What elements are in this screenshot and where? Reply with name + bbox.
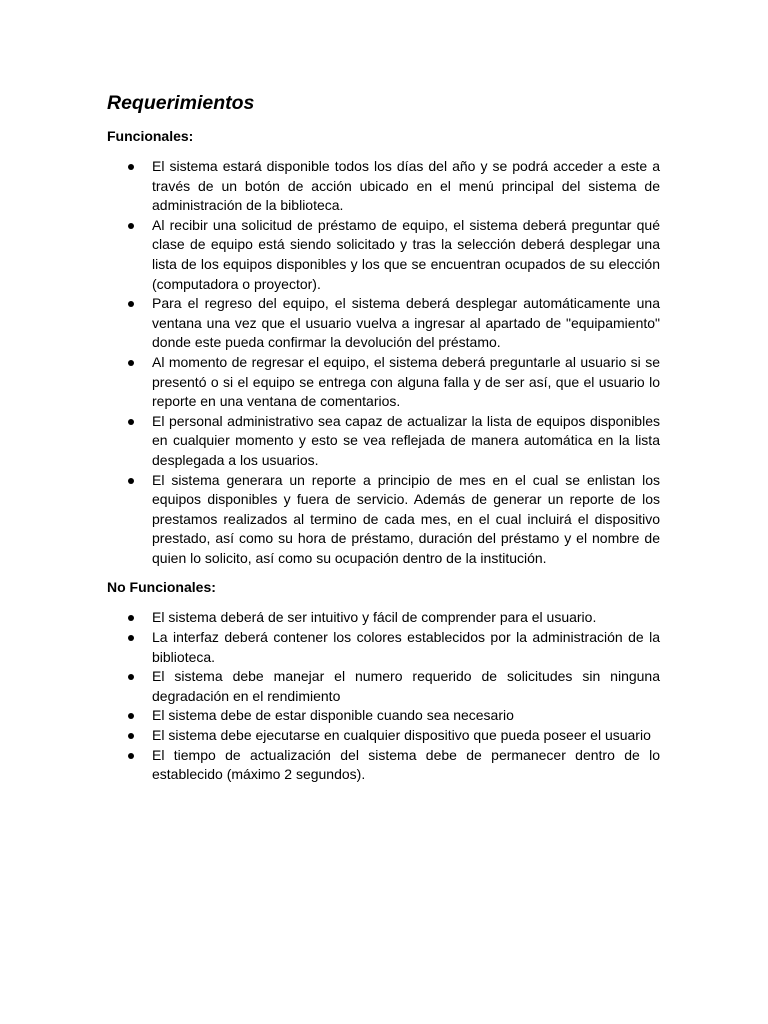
list-item: El personal administrativo sea capaz de actualizar la lista de equipos disponibles en cualquier momento y esto se vea reflejada de manera automática en la lista desplegada a los usuarios.: [107, 412, 660, 471]
non-functional-list: [107, 608, 660, 784]
document-title: Requerimientos: [107, 92, 255, 114]
list-item: El sistema generara un reporte a principio de mes en el cual se enlistan los equipos disponibles y fuera de servicio. Además de generar un reporte de los prestamos realizados al termino de cada mes, en el cual incluirá el dispositivo prestado, así como su hora de préstamo, duración del préstamo y el nombre de quien lo solicito, así como su ocupación dentro de la institución.: [107, 471, 660, 569]
list-item: El tiempo de actualización del sistema debe de permanecer dentro de lo establecido (máximo 2 segundos).: [107, 746, 660, 785]
non-functional-heading: No Funcionales:: [107, 579, 216, 596]
list-item: Al recibir una solicitud de préstamo de equipo, el sistema deberá preguntar qué clase de equipo está siendo solicitado y tras la selección deberá desplegar una lista de los equipos disponibles y los que se encuentran ocupados de su elección (computadora o proyector).: [107, 216, 660, 294]
list-item: El sistema debe manejar el numero requerido de solicitudes sin ninguna degradación en el rendimiento: [107, 667, 660, 706]
list-item: El sistema estará disponible todos los días del año y se podrá acceder a este a través de un botón de acción ubicado en el menú principal del sistema de administración de la biblioteca.: [107, 157, 660, 216]
document-page: [107, 90, 660, 785]
list-item: Para el regreso del equipo, el sistema deberá desplegar automáticamente una ventana una vez que el usuario vuelva a ingresar al apartado de "equipamiento" donde este pueda confirmar la devolución del préstamo.: [107, 294, 660, 353]
list-item: El sistema deberá de ser intuitivo y fácil de comprender para el usuario.: [107, 608, 660, 628]
list-item: El sistema debe de estar disponible cuando sea necesario: [107, 706, 660, 726]
list-item: Al momento de regresar el equipo, el sistema deberá preguntarle al usuario si se presentó o si el equipo se entrega con alguna falla y de ser así, que el usuario lo reporte en una ventana de comentarios.: [107, 353, 660, 412]
functional-list: [107, 157, 660, 568]
list-item: El sistema debe ejecutarse en cualquier dispositivo que pueda poseer el usuario: [107, 726, 660, 746]
functional-heading: Funcionales:: [107, 128, 194, 144]
list-item: La interfaz deberá contener los colores establecidos por la administración de la biblioteca.: [107, 628, 660, 667]
